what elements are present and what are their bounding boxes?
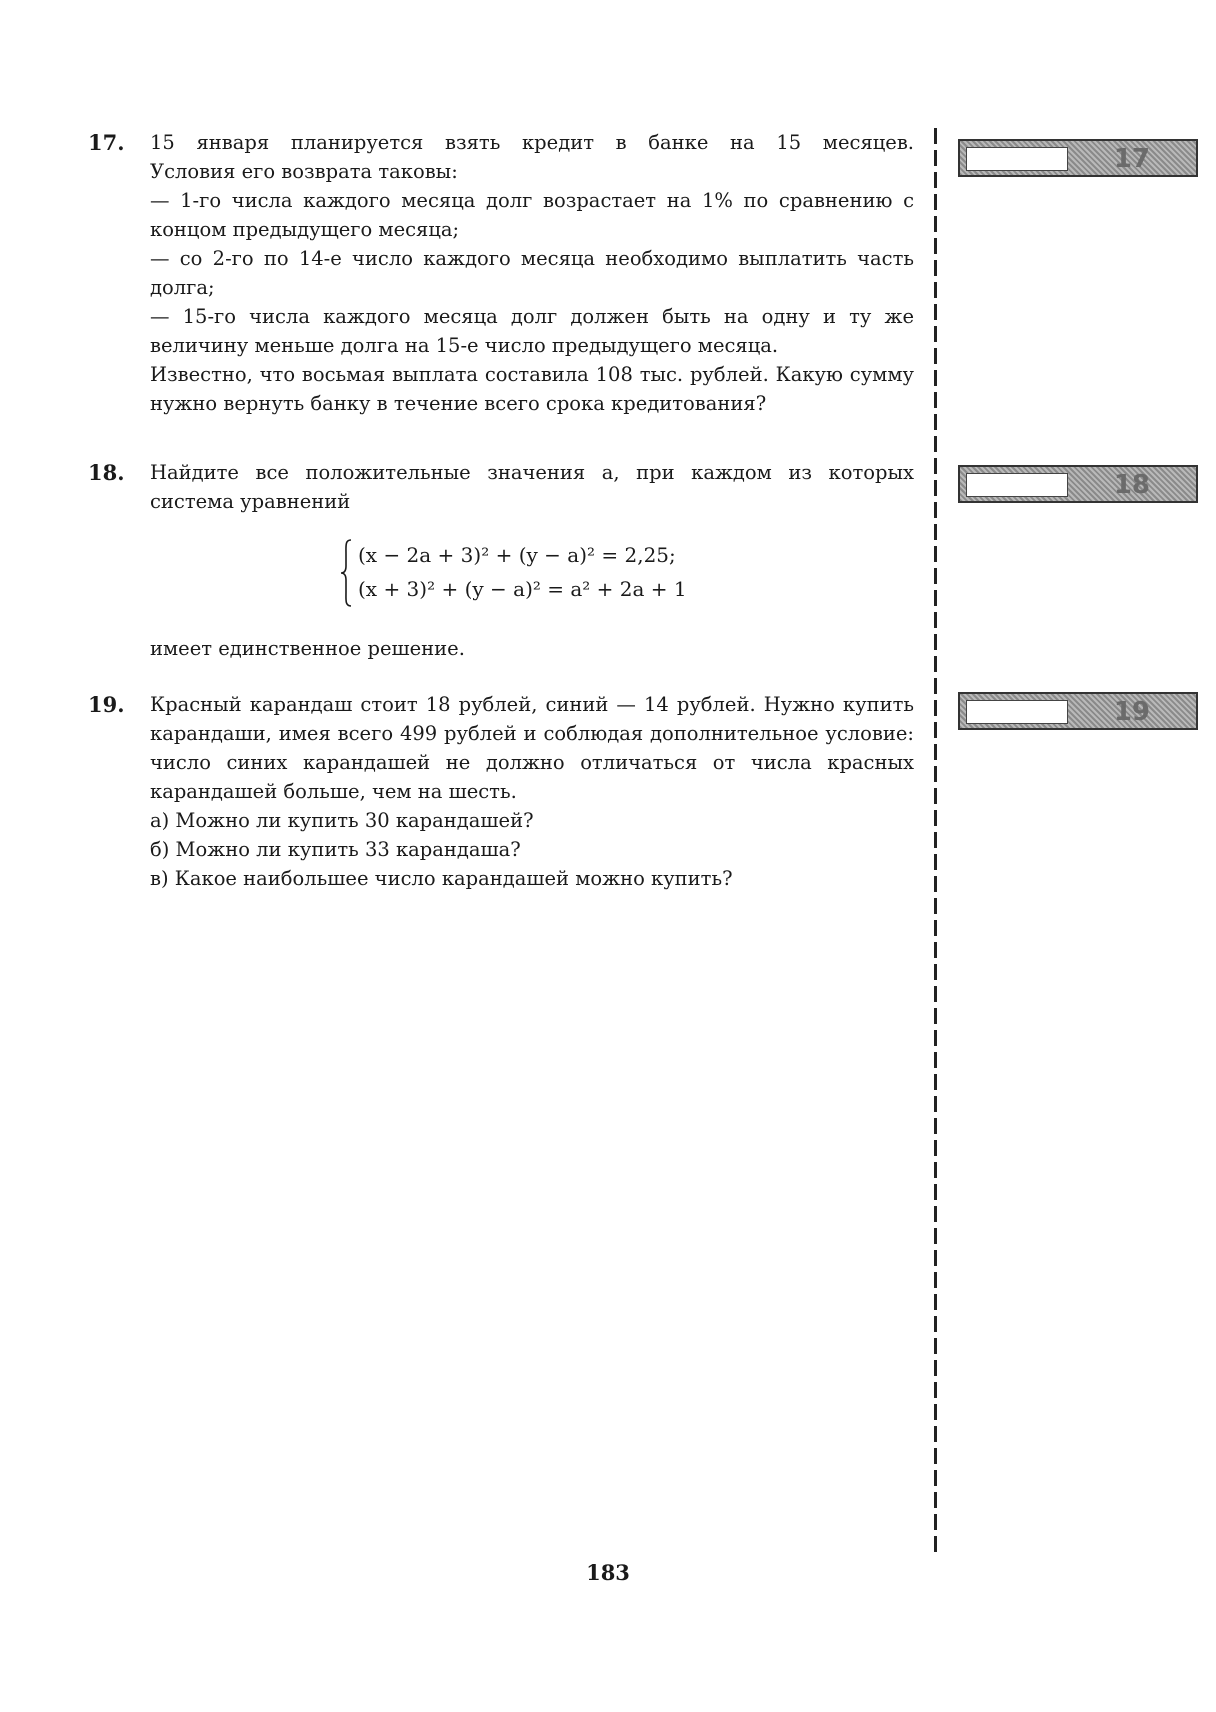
- problem-text: [150, 690, 914, 893]
- brace-icon: [340, 538, 352, 608]
- dashed-divider: [934, 128, 937, 1554]
- answer-box-17: [958, 139, 1198, 177]
- problem-intro: Найдите все положительные значения a, при каждом из которых система уравнений: [150, 461, 914, 513]
- problem-line: Известно, что восьмая выплата составила 108 тыс. рублей. Какую сумму нужно вернуть банку в течение всего срока кредитования?: [150, 363, 914, 415]
- equation-system: [340, 538, 914, 608]
- page-number: 183: [586, 1560, 630, 1585]
- answer-box-number: 17: [1113, 144, 1150, 174]
- problem-text: [150, 458, 914, 663]
- answer-field[interactable]: [966, 700, 1068, 724]
- problem-number: 17.: [88, 130, 125, 155]
- problem-text: [150, 128, 914, 418]
- equation-2: (x + 3)² + (y − a)² = a² + 2a + 1: [358, 577, 687, 601]
- answer-field[interactable]: [966, 147, 1068, 171]
- answer-box-number: 19: [1113, 697, 1150, 727]
- problem-outro: имеет единственное решение.: [150, 637, 465, 660]
- problem-part-b: б) Можно ли купить 33 карандаша?: [150, 838, 521, 861]
- problem-line: 15 января планируется взять кредит в банке на 15 месяцев.: [150, 131, 914, 154]
- answer-box-18: [958, 465, 1198, 503]
- problem-17: [88, 128, 918, 418]
- problem-line: — 15-го числа каждого месяца долг должен быть на одну и ту же величину меньше долга на 15-е число предыдущего месяца.: [150, 305, 914, 357]
- answer-box-number: 18: [1113, 470, 1150, 500]
- problem-number: 18.: [88, 460, 125, 485]
- problem-intro: Красный карандаш стоит 18 рублей, синий — 14 рублей. Нужно купить карандаши, имея всего 499 рублей и соблюдая дополнительное условие: число синих карандашей не должно отличаться от числа красных карандашей больше, чем на шесть.: [150, 693, 914, 803]
- problem-line: — 1-го числа каждого месяца долг возрастает на 1% по сравнению с концом предыдущего месяца;: [150, 189, 914, 241]
- problem-line: Условия его возврата таковы:: [150, 160, 458, 183]
- problem-part-a: а) Можно ли купить 30 карандашей?: [150, 809, 534, 832]
- equation-1: (x − 2a + 3)² + (y − a)² = 2,25;: [358, 543, 676, 567]
- problem-19: [88, 690, 918, 893]
- answer-box-19: [958, 692, 1198, 730]
- problem-number: 19.: [88, 692, 125, 717]
- problem-part-c: в) Какое наибольшее число карандашей можно купить?: [150, 867, 733, 890]
- answer-field[interactable]: [966, 473, 1068, 497]
- problem-line: — со 2-го по 14-е число каждого месяца необходимо выплатить часть долга;: [150, 247, 914, 299]
- problem-18: [88, 458, 918, 663]
